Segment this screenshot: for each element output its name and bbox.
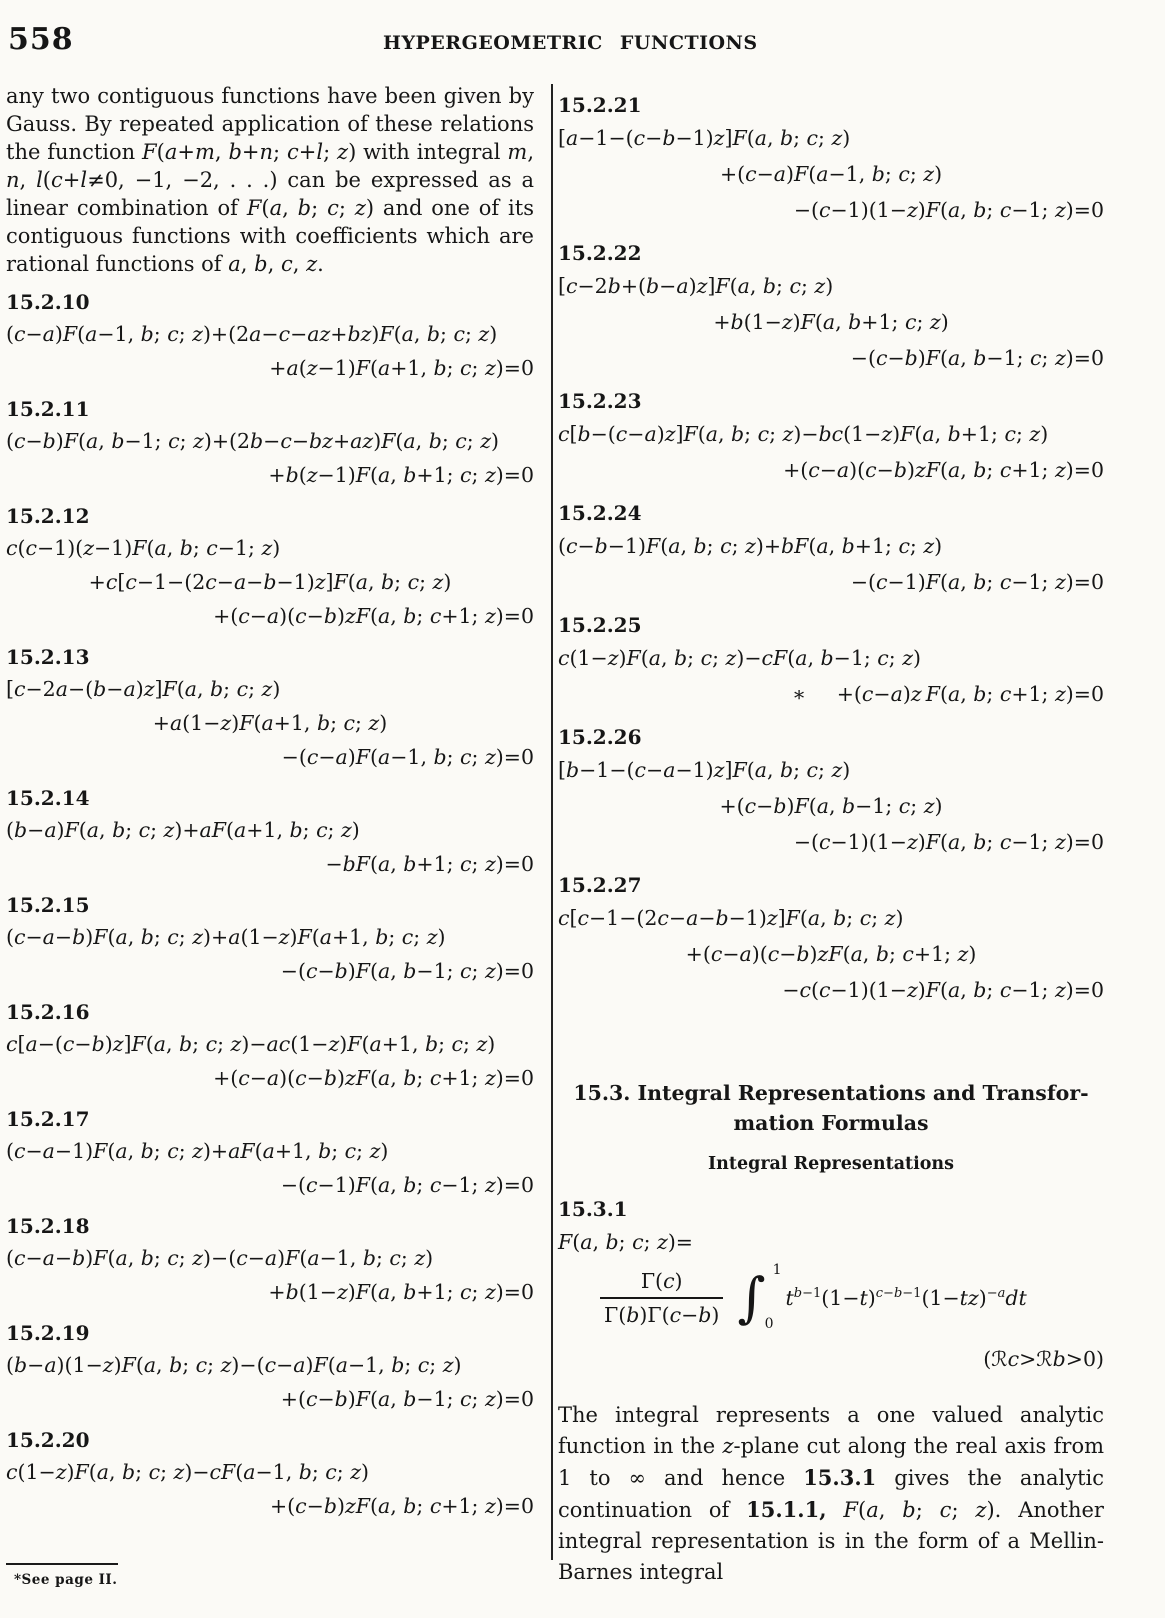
column-divider: [551, 84, 553, 1560]
equation-line: +(c−b)zF(a, b; c+1; z)=0: [269, 1494, 534, 1518]
equation-line: −(c−a)F(a−1, b; c; z)=0: [281, 745, 534, 769]
equation-number: 15.2.18: [6, 1214, 90, 1238]
equation-15.2.26: [558, 722, 1104, 860]
equation-number: 15.2.26: [558, 725, 642, 749]
integrand: $t^{b-1}(1-t)^{c-b-1}(1-tz)^{-a}dt$: [785, 1286, 1027, 1310]
equation-line: [c−2a−(b−a)z]F(a, b; c; z): [6, 677, 281, 701]
equation-number: 15.2.13: [6, 645, 90, 669]
equation-line: [b−1−(c−a−1)z]F(a, b; c; z): [558, 758, 851, 782]
equation-15.2.16: [6, 997, 534, 1095]
gamma-fraction: [600, 1268, 723, 1328]
intro-paragraph: any two contiguous functions have been given by Gauss. By repeated application of these relations the function F(a+m, b+n; c+l; z) with integral m, n, l(c+l≠0, −1, −2, . . .) can be expressed as a linear combination of F(a, b; c; z) and one of its contiguous functions with coefficients which are rational functions of a, b, c, z.: [6, 84, 534, 276]
equation-line: +(c−a)(c−b)zF(a, b; c+1; z): [685, 942, 977, 966]
equation-line: −(c−b)F(a, b−1; c; z)=0: [280, 959, 534, 983]
equation-15.2.17: [6, 1104, 534, 1202]
equation-line: +c[c−1−(2c−a−b−1)z]F(a, b; c; z): [88, 570, 452, 594]
equation-number: 15.2.22: [558, 241, 642, 265]
left-equation-list: [6, 287, 534, 1523]
equation-line: ∗ +(c−a)z F(a, b; c+1; z)=0: [792, 682, 1104, 706]
equation-15.2.20: [6, 1425, 534, 1523]
page-number: 558: [8, 22, 74, 57]
equation-line: (c−a−1)F(a, b; c; z)+aF(a+1, b; c; z): [6, 1139, 389, 1163]
equation-number: 15.2.23: [558, 389, 642, 413]
equation-number: 15.2.17: [6, 1107, 90, 1131]
equation-15.2.19: [6, 1318, 534, 1416]
equation-number: 15.2.16: [6, 1000, 90, 1024]
equation-line: +(c−a)(c−b)zF(a, b; c+1; z)=0: [213, 1066, 534, 1090]
equation-line: +a(1−z)F(a+1, b; c; z): [152, 711, 388, 735]
equation-15.2.18: [6, 1211, 534, 1309]
equation-line: +(c−a)(c−b)zF(a, b; c+1; z)=0: [213, 604, 534, 628]
equation-line: c(1−z)F(a, b; c; z)−cF(a, b−1; c; z): [558, 646, 922, 670]
equation-line: c[a−(c−b)z]F(a, b; c; z)−ac(1−z)F(a+1, b; c; z): [6, 1032, 496, 1056]
equation-line: c[c−1−(2c−a−b−1)z]F(a, b; c; z): [558, 906, 904, 930]
equation-15.2.11: [6, 394, 534, 492]
equation-15.2.13: [6, 642, 534, 774]
equation-line: [c−2b+(b−a)z]F(a, b; c; z): [558, 274, 834, 298]
equation-number: 15.2.25: [558, 613, 642, 637]
equation-line: (c−b)F(a, b−1; c; z)+(2b−c−bz+az)F(a, b; c; z): [6, 429, 499, 453]
equation-line: −c(c−1)(1−z)F(a, b; c−1; z)=0: [782, 978, 1104, 1002]
equation-15.2.14: [6, 783, 534, 881]
equation-number: 15.2.14: [6, 786, 90, 810]
equation-15.3.1: [558, 1194, 1104, 1374]
equation-number: 15.2.15: [6, 893, 90, 917]
equation-line: c(c−1)(z−1)F(a, b; c−1; z): [6, 536, 281, 560]
equation-line: −(c−1)(1−z)F(a, b; c−1; z)=0: [793, 830, 1104, 854]
closing-paragraph: The integral represents a one valued analytic function in the z-plane cut along the real axis from 1 to ∞ and hence 15.3.1 gives the analytic continuation of 15.1.1, F(a, b; c; z). Another integral representation is in the form of a Mellin-Barnes integral: [558, 1403, 1104, 1584]
equation-15.2.15: [6, 890, 534, 988]
fraction-denominator: Γ(b)Γ(c−b): [604, 1303, 720, 1327]
equation-line: +b(1−z)F(a, b+1; c; z): [713, 310, 949, 334]
equation-line: c(1−z)F(a, b; c; z)−cF(a−1, b; c; z): [6, 1460, 370, 1484]
equation-line: +b(1−z)F(a, b+1; c; z)=0: [268, 1280, 534, 1304]
footnote: *See page II.: [14, 1572, 118, 1588]
fraction-numerator: Γ(c): [600, 1268, 723, 1299]
equation-15.2.27: [558, 870, 1104, 1008]
equation-line: −bF(a, b+1; c; z)=0: [325, 852, 534, 876]
right-column: [558, 80, 1104, 1588]
equation-line: (b−a)(1−z)F(a, b; c; z)−(c−a)F(a−1, b; c; z): [6, 1353, 462, 1377]
equation-15.2.23: [558, 386, 1104, 488]
footnote-rule: [6, 1563, 118, 1565]
equation-line: (c−a−b)F(a, b; c; z)+a(1−z)F(a+1, b; c; z): [6, 925, 446, 949]
equation-line: c[b−(c−a)z]F(a, b; c; z)−bc(1−z)F(a, b+1; c; z): [558, 422, 1049, 446]
equation-15.2.24: [558, 498, 1104, 600]
equation-number: 15.2.19: [6, 1321, 90, 1345]
integral-expression: [600, 1262, 1104, 1332]
equation-line: +a(z−1)F(a+1, b; c; z)=0: [269, 356, 534, 380]
equation-number: 15.2.20: [6, 1428, 90, 1452]
left-column: [6, 82, 534, 1523]
equation-number: 15.2.10: [6, 290, 90, 314]
validity-condition: (ℛc>ℛb>0): [983, 1347, 1104, 1371]
running-head-title: HYPERGEOMETRIC FUNCTIONS: [383, 32, 758, 54]
equation-line: −(c−b)F(a, b−1; c; z)=0: [850, 346, 1104, 370]
equation-line: (c−b−1)F(a, b; c; z)+bF(a, b+1; c; z): [558, 534, 943, 558]
equation-number: 15.2.27: [558, 873, 642, 897]
equation-line: +b(z−1)F(a, b+1; c; z)=0: [268, 463, 534, 487]
equation-15.2.10: [6, 287, 534, 385]
equation-number: 15.2.11: [6, 397, 90, 421]
section-heading: [558, 1078, 1104, 1138]
equation-line: +(c−a)(c−b)zF(a, b; c+1; z)=0: [783, 458, 1104, 482]
integral-glyph: ∫: [737, 1266, 766, 1329]
right-equation-list: [558, 90, 1104, 1008]
integral-sign: [737, 1262, 783, 1332]
subsection-heading: Integral Representations: [707, 1154, 955, 1174]
equation-number: 15.2.21: [558, 93, 642, 117]
equation-line: −(c−1)F(a, b; c−1; z)=0: [850, 570, 1104, 594]
equation-line: (b−a)F(a, b; c; z)+aF(a+1, b; c; z): [6, 818, 360, 842]
equation-15.2.21: [558, 90, 1104, 228]
equation-15.2.25: [558, 610, 1104, 712]
integral-lower-limit: 0: [764, 1316, 774, 1332]
section-heading-line2: mation Formulas: [733, 1111, 929, 1135]
equation-number: 15.2.12: [6, 504, 90, 528]
integral-lhs: F(a, b; c; z)=: [558, 1230, 693, 1254]
integral-upper-limit: 1: [772, 1262, 782, 1278]
equation-line: +(c−a)F(a−1, b; c; z): [719, 162, 943, 186]
equation-number: 15.3.1: [558, 1197, 628, 1221]
equation-line: +(c−b)F(a, b−1; c; z)=0: [280, 1387, 534, 1411]
equation-line: [a−1−(c−b−1)z]F(a, b; c; z): [558, 126, 851, 150]
equation-line: +(c−b)F(a, b−1; c; z): [719, 794, 943, 818]
equation-number: 15.2.24: [558, 501, 642, 525]
equation-15.2.22: [558, 238, 1104, 376]
equation-line: (c−a)F(a−1, b; c; z)+(2a−c−az+bz)F(a, b; c; z): [6, 322, 498, 346]
equation-line: −(c−1)F(a, b; c−1; z)=0: [280, 1173, 534, 1197]
section-heading-line1: 15.3. Integral Representations and Transfor-: [573, 1081, 1089, 1105]
equation-line: −(c−1)(1−z)F(a, b; c−1; z)=0: [793, 198, 1104, 222]
equation-15.2.12: [6, 501, 534, 633]
equation-line: (c−a−b)F(a, b; c; z)−(c−a)F(a−1, b; c; z): [6, 1246, 434, 1270]
